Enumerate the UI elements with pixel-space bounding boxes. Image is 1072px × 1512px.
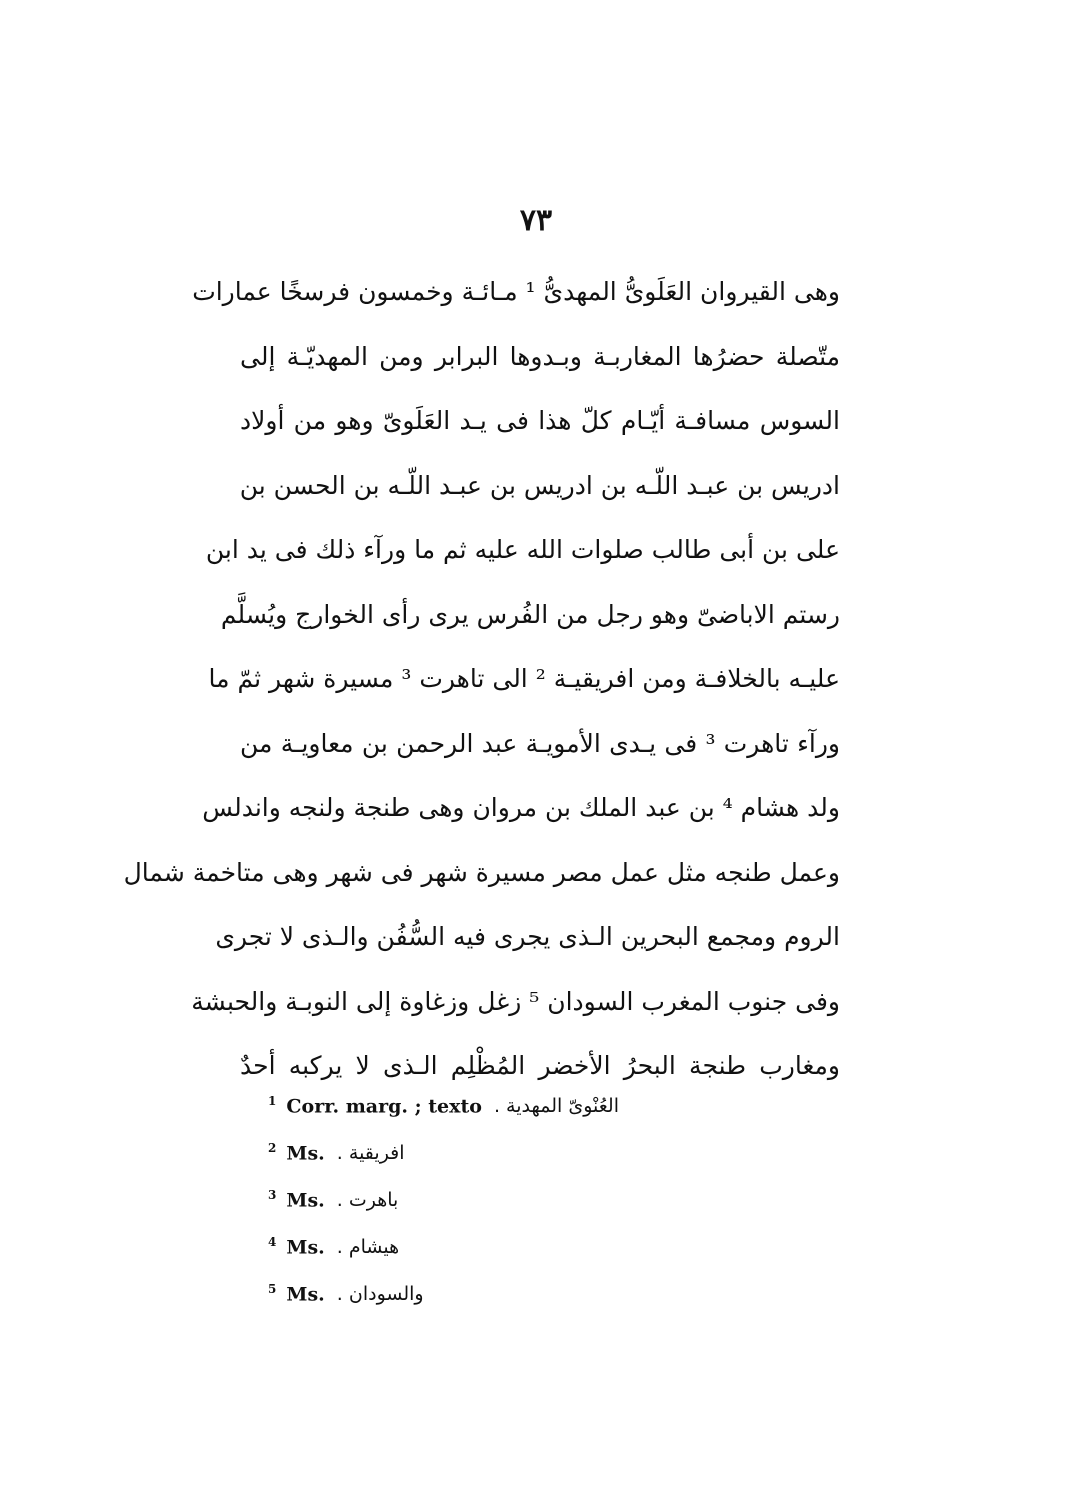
footnote-arabic: والسودان . bbox=[336, 1283, 424, 1306]
text-line: عليـه بالخلافـة ومن افريقيـة ² الى تاهرت ³ مسيرة شهر ثمّ ما bbox=[208, 664, 840, 693]
footnote bbox=[268, 1078, 688, 1125]
footnote bbox=[268, 1172, 688, 1219]
text-line: على بن أبى طالب صلوات الله عليه ثم ما ورآء ذلك فى يد ابن bbox=[205, 535, 840, 564]
footnote-arabic: باهرت . bbox=[336, 1189, 399, 1212]
text-line: ولد هشام ⁴ بن عبد الملك بن مروان وهى طنجة ولنجه واندلس bbox=[202, 793, 840, 822]
footnote bbox=[268, 1219, 688, 1266]
footnote-label: Ms. bbox=[286, 1189, 325, 1212]
footnotes bbox=[268, 1078, 688, 1313]
text-line: متّصلة حضرُها المغاربـة وبـدوها البرابر ومن المهديّـة إلى bbox=[240, 341, 840, 371]
text-line: وهى القيروان العَلَوىُّ المهدىُّ ¹ مـائـة وخمسون فرسخًا عمارات bbox=[192, 277, 840, 306]
footnote-label: Ms. bbox=[286, 1283, 325, 1306]
text-line: وفى جنوب المغرب السودان ⁵ زغل وزغاوة إلى النوبـة والحبشة bbox=[191, 986, 840, 1016]
footnote bbox=[268, 1125, 688, 1172]
footnote-arabic: افريقية . bbox=[336, 1142, 405, 1165]
text-line: الروم ومجمع البحرين الـذى يجرى فيه السُّفُن والـذى لا تجرى bbox=[215, 922, 840, 951]
text-line: ومغارب طنجة البحرُ الأخضر المُظْلِم الـذى لا يركبه أحدٌ bbox=[240, 1051, 840, 1080]
text-line: وعمل طنجه مثل عمل مصر مسيرة شهر فى شهر وهى متاخمة شمال bbox=[123, 857, 840, 887]
footnote-mark: 4 bbox=[268, 1235, 277, 1249]
footnote-label: Ms. bbox=[286, 1142, 325, 1165]
footnote-label: Ms. bbox=[286, 1236, 325, 1259]
footnote-mark: 2 bbox=[268, 1141, 277, 1155]
footnote-arabic: هيشام . bbox=[336, 1236, 400, 1259]
footnote bbox=[268, 1266, 688, 1313]
footnote-arabic: العُنْوىّ المهدية . bbox=[493, 1095, 619, 1118]
footnote-mark: 5 bbox=[268, 1282, 277, 1296]
text-line: رستم الاباضىّ وهو رجل من الفُرس يرى رأى الخوارج ويُسلَّم bbox=[220, 599, 840, 629]
text-line: ادريس بن عبـد اللّـه بن ادريس بن عبـد اللّـه بن الحسن بن bbox=[239, 470, 840, 500]
footnote-mark: 1 bbox=[268, 1094, 277, 1108]
text-line: ورآء تاهرت ³ فى يـدى الأمويـة عبد الرحمن بن معاويـة من bbox=[240, 728, 840, 758]
arabic-body-text bbox=[123, 260, 840, 1099]
page-number: ٧٣ bbox=[519, 203, 553, 238]
footnote-mark: 3 bbox=[268, 1188, 277, 1202]
text-line: السوس مسافـة أيّـام كلّ هذا فى يـد العَلَوىّ وهو من أولاد bbox=[240, 406, 840, 435]
footnote-label: Corr. marg. ; texto bbox=[286, 1095, 482, 1118]
